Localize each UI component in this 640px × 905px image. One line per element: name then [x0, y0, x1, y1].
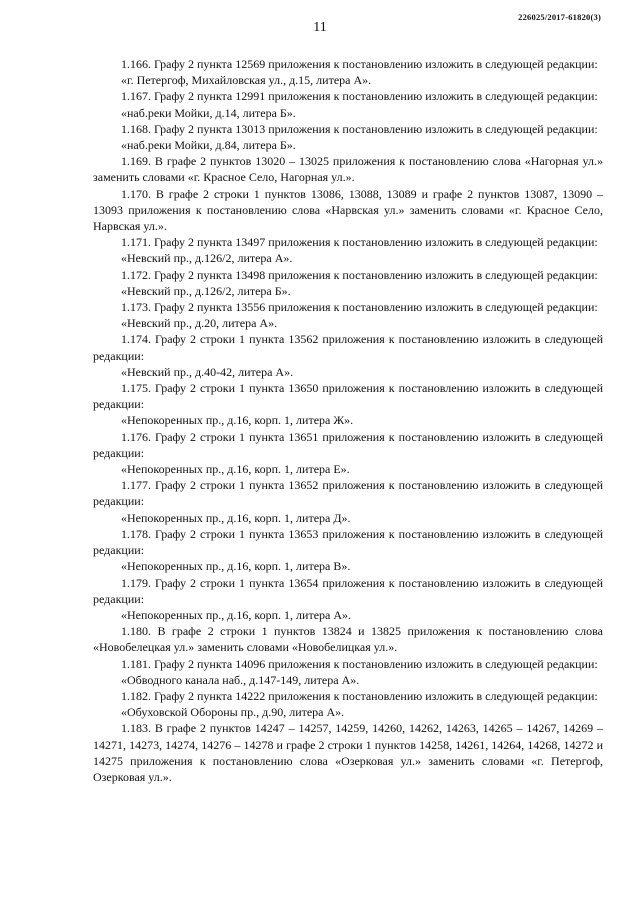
quoted-address: «Непокоренных пр., д.16, корп. 1, литера Д». — [121, 510, 351, 525]
quoted-address: «Обуховской Обороны пр., д.90, литера А». — [121, 705, 345, 720]
clause-paragraph: 1.171. Графу 2 пункта 13497 приложения к постановлению изложить в следующей редакции: — [121, 235, 598, 250]
quoted-address: «наб.реки Мойки, д.14, литера Б». — [121, 105, 296, 120]
quoted-address: «наб.реки Мойки, д.84, литера Б». — [121, 138, 296, 153]
clause-paragraph: 1.177. Графу 2 строки 1 пункта 13652 приложения к постановлению изложить в следующей редакции: — [93, 478, 603, 509]
quoted-address: «Непокоренных пр., д.16, корп. 1, литера А». — [121, 607, 352, 622]
clause-paragraph: 1.167. Графу 2 пункта 12991 приложения к постановлению изложить в следующей редакции: — [121, 89, 598, 104]
clause-paragraph: 1.174. Графу 2 строки 1 пункта 13562 приложения к постановлению изложить в следующей редакции: — [93, 332, 603, 363]
quoted-address: «Невский пр., д.126/2, литера А». — [121, 251, 293, 266]
quoted-address: «Невский пр., д.126/2, литера Б». — [121, 283, 291, 298]
quoted-address: «г. Петергоф, Михайловская ул., д.15, литера А». — [121, 73, 372, 88]
quoted-address: «Непокоренных пр., д.16, корп. 1, литера В». — [121, 559, 351, 574]
document-id: 226025/2017-61820(3) — [518, 12, 601, 22]
clause-paragraph: 1.173. Графу 2 пункта 13556 приложения к постановлению изложить в следующей редакции: — [121, 300, 598, 315]
quoted-address: «Невский пр., д.20, литера А». — [121, 316, 278, 331]
clause-paragraph: 1.183. В графе 2 пунктов 14247 – 14257, 14259, 14260, 14262, 14263, 14265 – 14267, 14269 – 14271, 14273, 14274, 14276 – 14278 и графе 2 строки 1 пунктов 14258, 14261, 14264, 14268, 14272 и 14275 приложения к постановлению слова «Озерковая ул.» заменить словами «г. Петергоф, Озерковая ул.». — [93, 721, 603, 784]
clause-paragraph: 1.179. Графу 2 строки 1 пункта 13654 приложения к постановлению изложить в следующей редакции: — [93, 575, 603, 606]
clause-paragraph: 1.181. Графу 2 пункта 14096 приложения к постановлению изложить в следующей редакции: — [121, 656, 598, 671]
clause-paragraph: 1.168. Графу 2 пункта 13013 приложения к постановлению изложить в следующей редакции: — [121, 121, 598, 136]
document-body — [93, 56, 603, 785]
clause-paragraph: 1.175. Графу 2 строки 1 пункта 13650 приложения к постановлению изложить в следующей редакции: — [93, 381, 603, 412]
clause-paragraph: 1.169. В графе 2 пунктов 13020 – 13025 приложения к постановлению слова «Нагорная ул.» заменить словами «г. Красное Село, Нагорная ул.». — [93, 154, 603, 185]
quoted-address: «Невский пр., д.40-42, литера А». — [121, 364, 294, 379]
clause-paragraph: 1.176. Графу 2 строки 1 пункта 13651 приложения к постановлению изложить в следующей редакции: — [93, 429, 603, 460]
clause-paragraph: 1.178. Графу 2 строки 1 пункта 13653 приложения к постановлению изложить в следующей редакции: — [93, 526, 603, 558]
quoted-address: «Обводного канала наб., д.147-149, литера А». — [121, 672, 360, 687]
clause-paragraph: 1.172. Графу 2 пункта 13498 приложения к постановлению изложить в следующей редакции: — [121, 267, 598, 282]
page-number: 11 — [313, 20, 327, 35]
clause-paragraph: 1.182. Графу 2 пункта 14222 приложения к постановлению изложить в следующей редакции: — [121, 688, 598, 703]
clause-paragraph: 1.180. В графе 2 строки 1 пунктов 13824 и 13825 приложения к постановлению слова «Новобелецкая ул.» заменить словами «Новобелицкая ул.». — [93, 624, 603, 655]
quoted-address: «Непокоренных пр., д.16, корп. 1, литера Е». — [121, 462, 350, 477]
quoted-address: «Непокоренных пр., д.16, корп. 1, литера Ж». — [121, 413, 354, 428]
clause-paragraph: 1.170. В графе 2 строки 1 пунктов 13086, 13088, 13089 и графе 2 пунктов 13087, 13090 – 13093 приложения к постановлению слова «Нарвская ул.» заменить словами «г. Красное Село, Нарвская ул.». — [93, 186, 603, 234]
clause-paragraph: 1.166. Графу 2 пункта 12569 приложения к постановлению изложить в следующей редакции: — [121, 57, 598, 71]
